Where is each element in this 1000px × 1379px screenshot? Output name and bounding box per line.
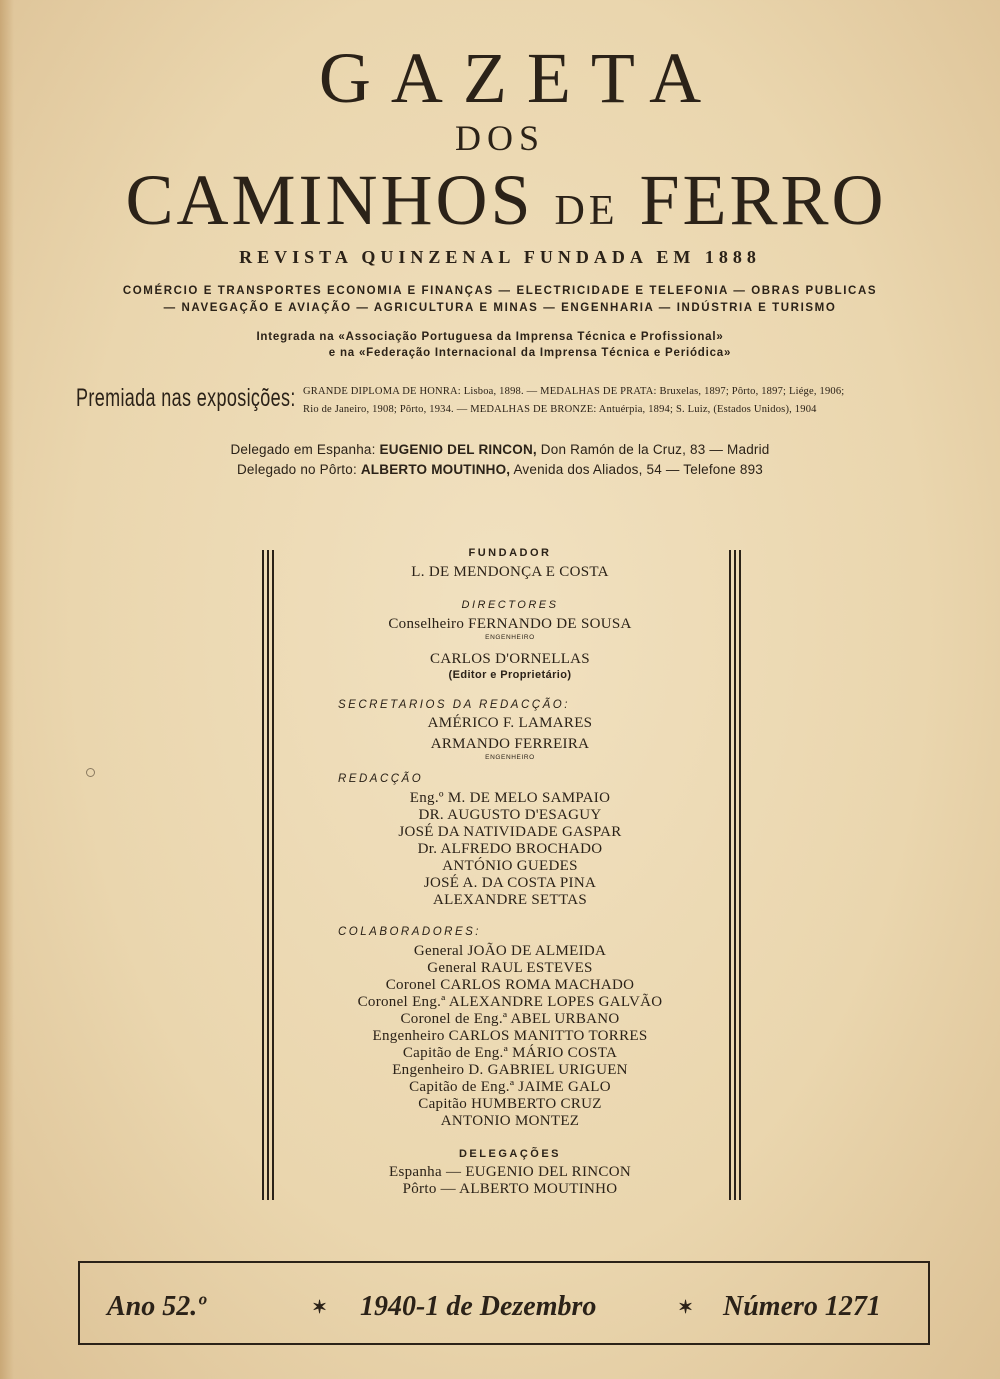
awards-list — [303, 383, 844, 419]
redaccao-item: Dr. ALFREDO BROCHADO — [417, 841, 603, 857]
issue-date: 1940-1 de Dezembro — [360, 1291, 597, 1322]
colaborador-item: General RAUL ESTEVES — [427, 960, 593, 976]
issue-number: Número 1271 — [723, 1291, 881, 1322]
awards-line-1: GRANDE DIPLOMA DE HONRA: Lisboa, 1898. — MEDALHAS DE PRATA: Bruxelas, 1897; Pôrto, 1897; Liége, 1906; — [303, 386, 845, 397]
issue-year: Ano 52.º — [107, 1291, 206, 1322]
redaccao-item: DR. AUGUSTO D'ESAGUY — [418, 807, 602, 823]
delegado-porto-name: ALBERTO MOUTINHO, — [360, 462, 511, 477]
delegado-espanha — [0, 442, 1000, 457]
subtitle: REVISTA QUINZENAL FUNDADA EM 1888 — [239, 247, 761, 267]
colaborador-item: Capitão de Eng.ª MÁRIO COSTA — [402, 1045, 618, 1061]
director-2: CARLOS D'ORNELLAS — [430, 651, 590, 667]
fundador-heading: FUNDADOR — [468, 547, 552, 559]
left-rule-1 — [262, 550, 264, 1200]
binding-hole — [86, 768, 95, 777]
directores-heading: DIRECTORES — [461, 599, 559, 611]
secretario-2: ARMANDO FERREIRA — [430, 736, 590, 752]
redaccao-item: JOSÉ DA NATIVIDADE GASPAR — [398, 824, 622, 840]
redaccao-heading: REDACÇÃO — [338, 773, 424, 785]
secretario-2-note: ENGENHEIRO — [485, 754, 535, 761]
redaccao-item: Eng.º M. DE MELO SAMPAIO — [409, 790, 611, 806]
redaccao-item: ANTÓNIO GUEDES — [442, 858, 578, 874]
colaborador-item: Coronel CARLOS ROMA MACHADO — [385, 977, 635, 993]
redaccao-item: ALEXANDRE SETTAS — [432, 892, 587, 908]
secretarios-heading: SECRETARIOS DA REDACÇÃO: — [338, 699, 570, 711]
title-caminhos-de-ferro — [0, 158, 1000, 253]
title-caminhos: CAMINHOS — [125, 160, 534, 240]
colaborador-item: Capitão de Eng.ª JAIME GALO — [409, 1079, 611, 1095]
delegado-espanha-address: Don Ramón de la Cruz, 83 — Madrid — [536, 442, 770, 457]
left-rule-3 — [272, 550, 274, 1200]
redaccao-item: JOSÉ A. DA COSTA PINA — [423, 875, 597, 891]
colaborador-item: ANTONIO MONTEZ — [440, 1113, 580, 1129]
integrada-line-1: Integrada na «Associação Portuguesa da Imprensa Técnica e Profissional» — [256, 331, 724, 343]
colaborador-item: Capitão HUMBERTO CRUZ — [418, 1096, 602, 1112]
colaborador-item: Engenheiro CARLOS MANITTO TORRES — [372, 1028, 648, 1044]
right-rule-1 — [729, 550, 731, 1200]
awards-line-2: Rio de Janeiro, 1908; Pôrto, 1934. — MEDALHAS DE BRONZE: Antuérpia, 1894; S. Luiz, (Estados Unidos), 1904 — [303, 404, 817, 415]
title-gazeta: GAZETA — [318, 38, 722, 118]
director-1-note: ENGENHEIRO — [485, 634, 535, 641]
delegado-porto — [0, 462, 1000, 477]
delegado-espanha-prefix: Delegado em Espanha: — [230, 442, 380, 457]
colaborador-item: Coronel de Eng.ª ABEL URBANO — [400, 1011, 620, 1027]
delegado-porto-prefix: Delegado no Pôrto: — [236, 462, 361, 477]
topics-line-2: — NAVEGAÇÃO E AVIAÇÃO — AGRICULTURA E MINAS — ENGENHARIA — INDÚSTRIA E TURISMO — [163, 302, 837, 314]
star-icon: ✶ — [678, 1297, 694, 1317]
fundador-name: L. DE MENDONÇA E COSTA — [411, 564, 609, 580]
colaborador-item: Coronel Eng.ª ALEXANDRE LOPES GALVÃO — [357, 994, 663, 1010]
colaborador-item: Engenheiro D. GABRIEL URIGUEN — [392, 1062, 628, 1078]
issue-footer — [78, 1261, 930, 1345]
delegado-porto-address: Avenida dos Aliados, 54 — Telefone 893 — [510, 462, 764, 477]
delegacoes-heading: DELEGAÇÕES — [458, 1148, 561, 1160]
title-de: DE — [554, 188, 619, 234]
topics-line-1: COMÉRCIO E TRANSPORTES ECONOMIA E FINANÇAS — ELECTRICIDADE E TELEFONIA — OBRAS PUBLICAS — [122, 285, 878, 297]
right-rule-3 — [739, 550, 741, 1200]
title-dos: DOS — [454, 118, 546, 158]
colaborador-item: General JOÃO DE ALMEIDA — [413, 943, 607, 959]
premiada-label: Premiada nas exposições: — [76, 384, 296, 412]
delegacao-item: Pôrto — ALBERTO MOUTINHO — [402, 1181, 618, 1197]
delegacao-item: Espanha — EUGENIO DEL RINCON — [389, 1164, 631, 1180]
star-icon: ✶ — [312, 1297, 328, 1317]
integrada-line-2: e na «Federação Internacional da Imprensa Técnica e Periódica» — [328, 347, 732, 359]
right-rule-2 — [734, 550, 736, 1200]
title-ferro: FERRO — [639, 160, 887, 240]
colaboradores-heading: COLABORADORES: — [338, 926, 481, 938]
director-1: Conselheiro FERNANDO DE SOUSA — [388, 616, 632, 632]
director-2-note: (Editor e Proprietário) — [448, 669, 572, 681]
secretario-1: AMÉRICO F. LAMARES — [427, 715, 593, 731]
left-rule-2 — [267, 550, 269, 1200]
delegado-espanha-name: EUGENIO DEL RINCON, — [379, 442, 537, 457]
